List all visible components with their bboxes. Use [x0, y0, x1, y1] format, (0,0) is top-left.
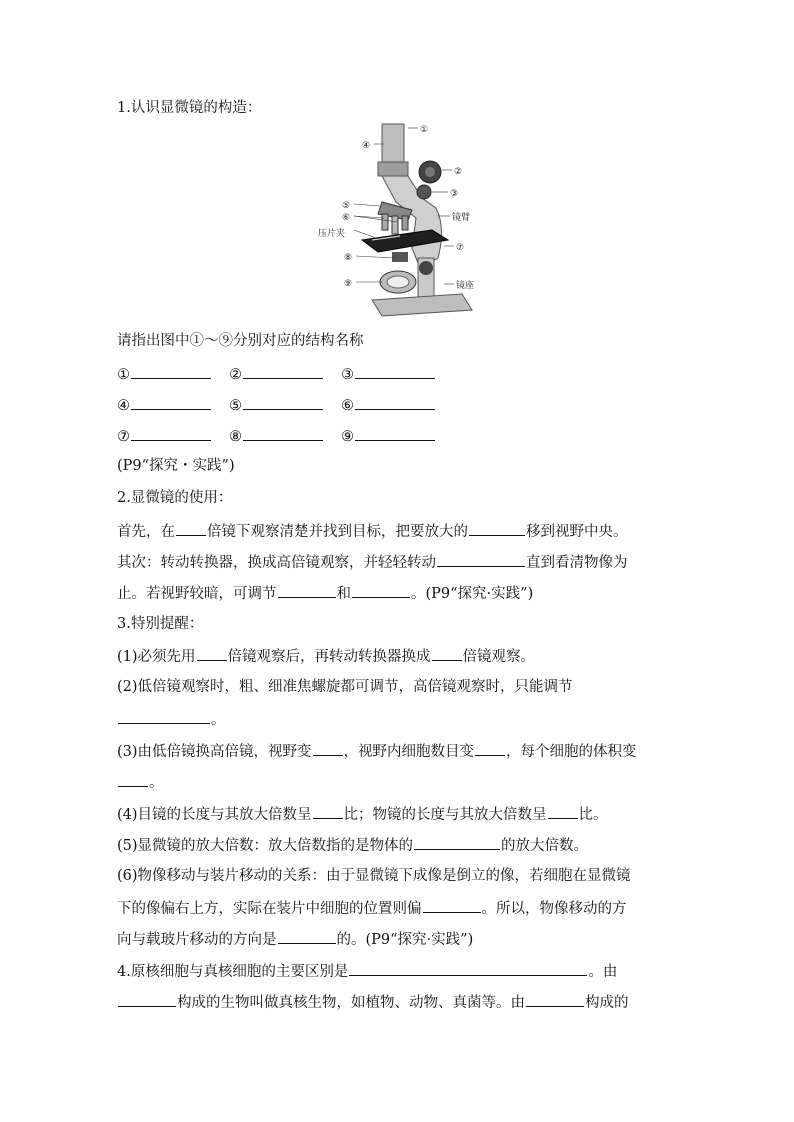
answer-blank[interactable] — [278, 928, 336, 944]
text: 比。 — [578, 807, 608, 823]
answer-blank[interactable] — [313, 803, 343, 819]
answer-blank[interactable] — [118, 708, 210, 724]
text: 比；物镜的长度与其放大倍数呈 — [343, 807, 547, 823]
answer-blank[interactable] — [313, 740, 343, 756]
section3-title: 3.特别提醒： — [117, 616, 204, 632]
text: 和 — [336, 586, 351, 602]
text: 。由 — [588, 964, 618, 980]
blank-label: ⑦ — [117, 429, 130, 445]
section4-line1 — [117, 960, 617, 982]
text: 4.原核细胞与真核细胞的主要区别是 — [117, 964, 349, 980]
text: (4)目镜的长度与其放大倍数呈 — [117, 807, 312, 823]
section2-line3 — [117, 582, 533, 604]
answer-blank[interactable] — [243, 363, 323, 379]
text: 其次：转动转换器，换成高倍镜观察，并轻轻转动 — [117, 555, 436, 571]
answer-blank[interactable] — [349, 960, 587, 976]
section3-p6-l1: (6)物像移动与装片移动的关系：由于显微镜下成像是倒立的像，若细胞在显微镜 — [117, 868, 631, 884]
fig-label-base: 镜座 — [456, 281, 475, 291]
section3-p3-cont — [117, 771, 164, 793]
fig-label-8: ⑧ — [344, 253, 353, 263]
answer-blank[interactable] — [414, 834, 500, 850]
blank-row-3 — [117, 425, 453, 447]
text: 。 — [149, 775, 164, 791]
section2-title: 2.显微镜的使用： — [117, 490, 233, 506]
answer-blank[interactable] — [423, 897, 481, 913]
answer-blank[interactable] — [118, 771, 148, 787]
blank-label: ① — [117, 367, 130, 383]
text: 倍镜下观察清楚并找到目标，把要放大的 — [207, 524, 468, 540]
blank-label: ⑤ — [229, 398, 242, 414]
section3-p1 — [117, 645, 535, 667]
section3-p4 — [117, 803, 608, 825]
blank-row-2 — [117, 394, 453, 416]
text: (5)显微镜的放大倍数：放大倍数指的是物体的 — [117, 838, 414, 854]
section3-p2: (2)低倍镜观察时，粗、细准焦螺旋都可调节，高倍镜观察时，只能调节 — [117, 679, 573, 695]
fig-label-7: ⑦ — [456, 243, 465, 253]
fig-label-6: ⑥ — [342, 213, 351, 223]
text: 构成的 — [585, 995, 629, 1011]
answer-blank[interactable] — [131, 425, 211, 441]
section3-p5 — [117, 834, 588, 856]
section1-reference: (P9“探究・实践”) — [117, 458, 235, 474]
microscope-figure — [312, 118, 488, 322]
fig-label-2: ② — [454, 167, 463, 177]
fig-label-5: ⑤ — [342, 201, 351, 211]
section3-p6-l3 — [117, 928, 473, 950]
text: 。 — [211, 712, 226, 728]
text: 。所以，物像移动的方 — [481, 901, 627, 917]
fig-label-3: ③ — [450, 189, 459, 199]
section3-p2-cont — [117, 708, 226, 730]
fig-label-4: ④ — [362, 141, 371, 151]
answer-blank[interactable] — [355, 394, 435, 410]
blank-row-1 — [117, 363, 453, 385]
answer-blank[interactable] — [355, 363, 435, 379]
fig-label-9: ⑨ — [344, 279, 353, 289]
text: 移到视野中央。 — [526, 524, 628, 540]
answer-blank[interactable] — [197, 645, 227, 661]
answer-blank[interactable] — [118, 991, 176, 1007]
text: (1)必须先用 — [117, 649, 196, 665]
fig-label-arm: 镜臂 — [452, 213, 471, 223]
answer-blank[interactable] — [475, 740, 505, 756]
blank-label: ⑨ — [341, 429, 354, 445]
text: 构成的生物叫做真核生物，如植物、动物、真菌等。由 — [177, 995, 525, 1011]
answer-blank[interactable] — [131, 363, 211, 379]
text: 倍镜观察后，再转动转换器换成 — [227, 649, 431, 665]
text: 向与载玻片移动的方向是 — [117, 932, 277, 948]
answer-blank[interactable] — [176, 520, 206, 536]
answer-blank[interactable] — [355, 425, 435, 441]
blank-label: ④ — [117, 398, 130, 414]
answer-blank[interactable] — [437, 551, 525, 567]
text: 。(P9“探究·实践”) — [411, 586, 534, 602]
text: (3)由低倍镜换高倍镜，视野变 — [117, 744, 312, 760]
text: ，视野内细胞数目变 — [343, 744, 475, 760]
blank-label: ⑥ — [341, 398, 354, 414]
answer-blank[interactable] — [548, 803, 578, 819]
answer-blank[interactable] — [469, 520, 525, 536]
text: 止。若视野较暗，可调节 — [117, 586, 277, 602]
section2-line2 — [117, 551, 628, 573]
answer-blank[interactable] — [278, 582, 336, 598]
answer-blank[interactable] — [243, 425, 323, 441]
text: ，每个细胞的体积变 — [506, 744, 637, 760]
answer-blank[interactable] — [131, 394, 211, 410]
text: 直到看清物像为 — [526, 555, 628, 571]
answer-blank[interactable] — [526, 991, 584, 1007]
text: 的放大倍数。 — [501, 838, 589, 854]
section3-p6-l2 — [117, 897, 627, 919]
text: 倍镜观察。 — [462, 649, 536, 665]
fig-label-clip: 压片夹 — [318, 229, 346, 239]
answer-blank[interactable] — [352, 582, 410, 598]
blank-label: ⑧ — [229, 429, 242, 445]
blank-label: ② — [229, 367, 242, 383]
figure-prompt: 请指出图中①～⑨分别对应的结构名称 — [117, 333, 364, 349]
blank-label: ③ — [341, 367, 354, 383]
fig-label-1: ① — [420, 125, 429, 135]
section2-line1 — [117, 520, 628, 542]
section1-title: 1.认识显微镜的构造： — [117, 100, 262, 116]
section4-line2 — [117, 991, 629, 1013]
answer-blank[interactable] — [432, 645, 462, 661]
section3-p3 — [117, 740, 637, 762]
text: 下的像偏右上方，实际在装片中细胞的位置则偏 — [117, 901, 422, 917]
text: 首先，在 — [117, 524, 175, 540]
answer-blank[interactable] — [243, 394, 323, 410]
text: 的。(P9“探究·实践”) — [336, 932, 474, 948]
